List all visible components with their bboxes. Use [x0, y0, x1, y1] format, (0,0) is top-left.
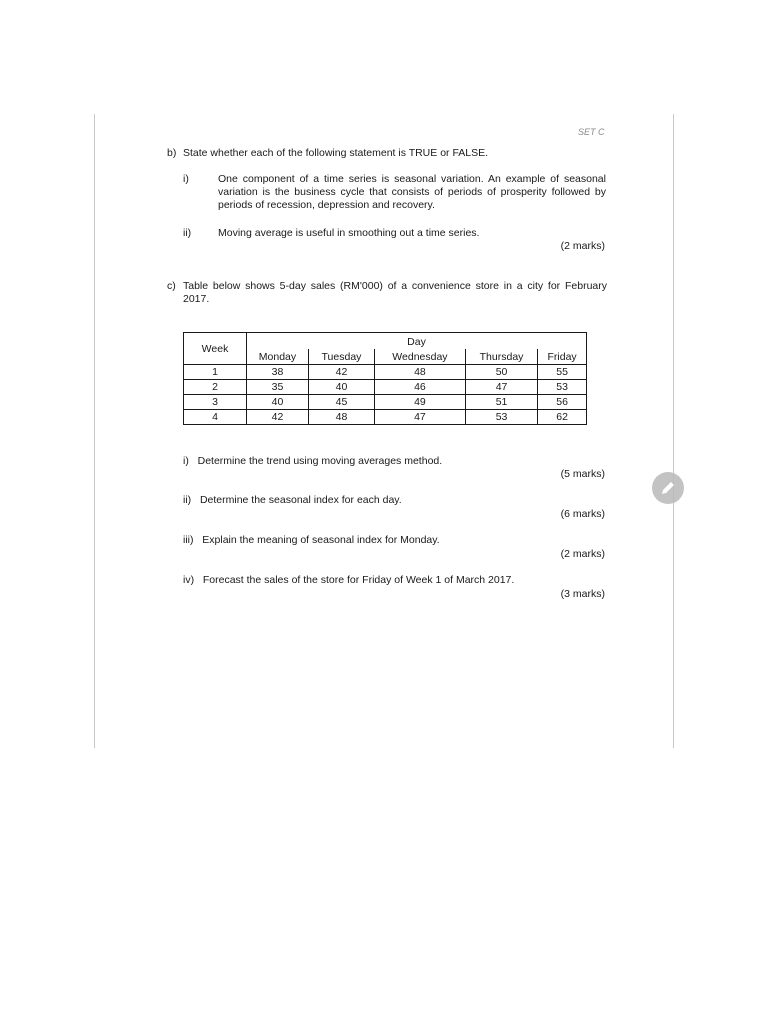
table-row: [184, 395, 587, 410]
c-question-3-text: Explain the meaning of seasonal index for Monday.: [202, 534, 440, 546]
table-cell: 46: [375, 380, 466, 395]
table-cell: 42: [247, 410, 309, 425]
c-question-4-text: Forecast the sales of the store for Friday of Week 1 of March 2017.: [202, 574, 515, 586]
c-question-1: [183, 455, 442, 468]
c-question-2-text: Determine the seasonal index for each day.: [199, 494, 402, 506]
table-cell: 48: [375, 365, 466, 380]
table-cell: 1: [184, 365, 247, 380]
week-header: Week: [184, 333, 247, 365]
b-item-2-text: Moving average is useful in smoothing out a time series.: [218, 227, 480, 239]
table-cell: 2: [184, 380, 247, 395]
table-cell: 53: [465, 410, 537, 425]
b-item-2-num: ii): [183, 227, 192, 239]
table-cell: 40: [247, 395, 309, 410]
table-cell: 49: [375, 395, 466, 410]
c-question-4-num: iv): [183, 574, 195, 586]
day-tuesday: Tuesday: [308, 349, 374, 365]
day-wednesday: Wednesday: [375, 349, 466, 365]
table-cell: 38: [247, 365, 309, 380]
table-row: [184, 410, 587, 425]
day-monday: Monday: [247, 349, 309, 365]
c-question-4-marks: (3 marks): [560, 588, 605, 600]
table-row: [184, 380, 587, 395]
section-b-text: State whether each of the following statement is TRUE or FALSE.: [183, 147, 489, 159]
pencil-icon: [659, 479, 677, 497]
table-cell: 40: [308, 380, 374, 395]
edit-button[interactable]: [652, 472, 684, 504]
section-c-label: c): [167, 280, 176, 292]
table-cell: 4: [184, 410, 247, 425]
c-question-2: [183, 494, 402, 507]
b-marks: (2 marks): [560, 240, 605, 252]
b-item-1-text: One component of a time series is seasonal variation. An example of seasonal variation is the business cycle that consists of periods of prosperity followed by periods of recession, depression and recovery.: [218, 173, 606, 211]
day-friday: Friday: [538, 349, 587, 365]
table-cell: 35: [247, 380, 309, 395]
table-cell: 55: [538, 365, 587, 380]
day-header: Day: [247, 333, 587, 350]
section-c-text: Table below shows 5-day sales (RM'000) of a convenience store in a city for February 2017.: [183, 280, 607, 305]
c-question-1-text: Determine the trend using moving averages method.: [197, 455, 443, 467]
table-cell: 45: [308, 395, 374, 410]
c-question-4: [183, 574, 514, 587]
table-cell: 42: [308, 365, 374, 380]
c-question-2-marks: (6 marks): [560, 508, 605, 520]
table-cell: 62: [538, 410, 587, 425]
c-question-3: [183, 534, 440, 547]
table-cell: 56: [538, 395, 587, 410]
set-label: SET C: [578, 127, 605, 137]
c-question-3-marks: (2 marks): [560, 548, 605, 560]
c-question-2-num: ii): [183, 494, 192, 506]
b-item-1-num: i): [183, 173, 189, 185]
table-cell: 47: [375, 410, 466, 425]
c-question-3-num: iii): [183, 534, 194, 546]
day-thursday: Thursday: [465, 349, 537, 365]
table-cell: 48: [308, 410, 374, 425]
page-right-edge: [673, 114, 674, 748]
page-left-edge: [94, 114, 95, 748]
sales-table: [183, 332, 587, 425]
c-question-1-num: i): [183, 455, 189, 467]
section-b-label: b): [167, 147, 177, 159]
c-question-1-marks: (5 marks): [560, 468, 605, 480]
table-cell: 47: [465, 380, 537, 395]
table-cell: 53: [538, 380, 587, 395]
table-cell: 50: [465, 365, 537, 380]
table-row: [184, 365, 587, 380]
table-cell: 51: [465, 395, 537, 410]
table-cell: 3: [184, 395, 247, 410]
